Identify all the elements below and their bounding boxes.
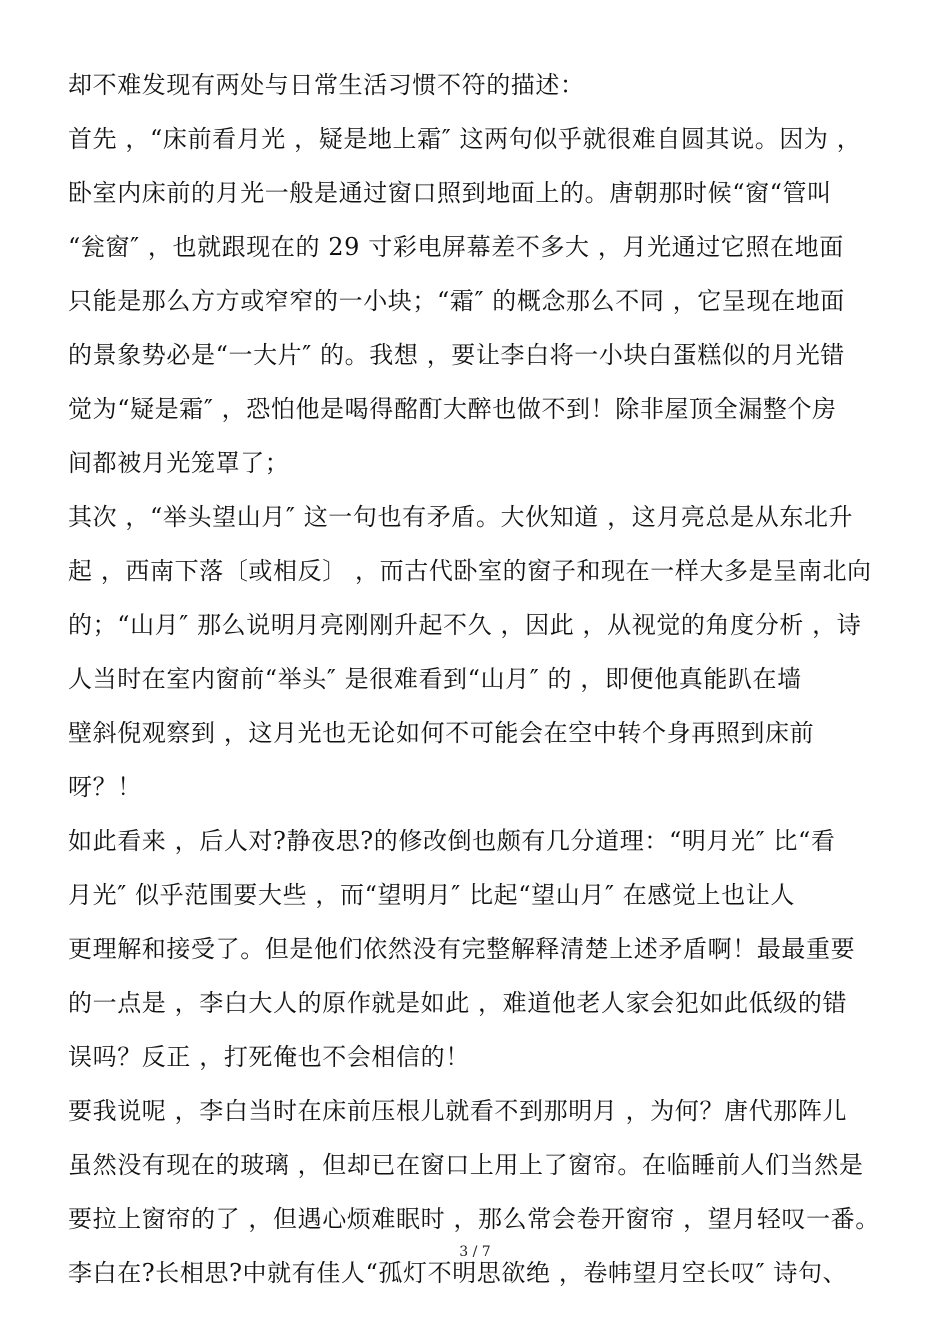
text-line: 虽然没有现在的玻璃 ，但却已在窗口上用上了窗帘。在临睡前人们当然是: [68, 1151, 864, 1179]
text-line: 更理解和接受了。但是他们依然没有完整解释清楚上述矛盾啊！最最重要: [68, 935, 856, 963]
text-line: 首先 ，“床前看月光 ，疑是地上霜″ 这两句似乎就很难自圆其说。因为 ，: [68, 125, 862, 153]
document-body: [68, 58, 888, 1300]
text-line: 如此看来 ，后人对?静夜思?的修改倒也颇有几分道理：“明月光″ 比“看: [68, 827, 836, 855]
text-line: 壁斜倪观察到 ，这月光也无论如何不可能会在空中转个身再照到床前: [68, 719, 815, 747]
text-line: 卧室内床前的月光一般是通过窗口照到地面上的。唐朝那时候“窗“管叫: [68, 179, 832, 207]
text-line: 呀？！: [68, 773, 142, 801]
text-line: 要拉上窗帘的了 ，但遇心烦难眠时 ，那么常会卷开窗帘 ，望月轻叹一番。: [68, 1205, 880, 1233]
text-line: 误吗？反正 ，打死俺也不会相信的！: [68, 1043, 470, 1071]
text-line: 月光″ 似乎范围要大些 ，而“望明月″ 比起“望山月″ 在感觉上也让人: [68, 881, 795, 909]
text-line: 却不难发现有两处与日常生活习惯不符的描述：: [68, 71, 585, 99]
text-line: 其次 ，“举头望山月″ 这一句也有矛盾。大伙知道 ，这月亮总是从东北升: [68, 503, 854, 531]
page-number: 3 / 7: [459, 1244, 491, 1260]
text-line: 李白在?长相思?中就有佳人“孤灯不明思欲绝 ，卷帏望月空长叹″ 诗句、: [68, 1259, 848, 1287]
text-line: 要我说呢 ，李白当时在床前压根儿就看不到那明月 ，为何？唐代那阵儿: [68, 1097, 848, 1125]
text-line: 的一点是 ，李白大人的原作就是如此 ，难道他老人家会犯如此低级的错: [68, 989, 848, 1017]
text-line: 的；“山月″ 那么说明月亮刚刚升起不久 ，因此 ，从视觉的角度分析 ，诗: [68, 611, 862, 639]
text-line: 只能是那么方方或窄窄的一小块；“霜″ 的概念那么不同 ，它呈现在地面: [68, 287, 845, 315]
text-line: 人当时在室内窗前“举头″ 是很难看到“山月″ 的 ，即便他真能趴在墙: [68, 665, 802, 693]
text-line: 的景象势必是“一大片″ 的。我想 ，要让李白将一小块白蛋糕似的月光错: [68, 341, 845, 369]
text-line: “瓮窗″ ，也就跟现在的 29 寸彩电屏幕差不多大 ，月光通过它照在地面: [68, 233, 844, 261]
text-line: 起 ，西南下落〔或相反〕 ，而古代卧室的窗子和现在一样大多是呈南北向: [68, 557, 872, 585]
text-line: 觉为“疑是霜″ ，恐怕他是喝得酩酊大醉也做不到！除非屋顶全漏整个房: [68, 395, 837, 423]
text-line: 间都被月光笼罩了；: [68, 449, 290, 477]
